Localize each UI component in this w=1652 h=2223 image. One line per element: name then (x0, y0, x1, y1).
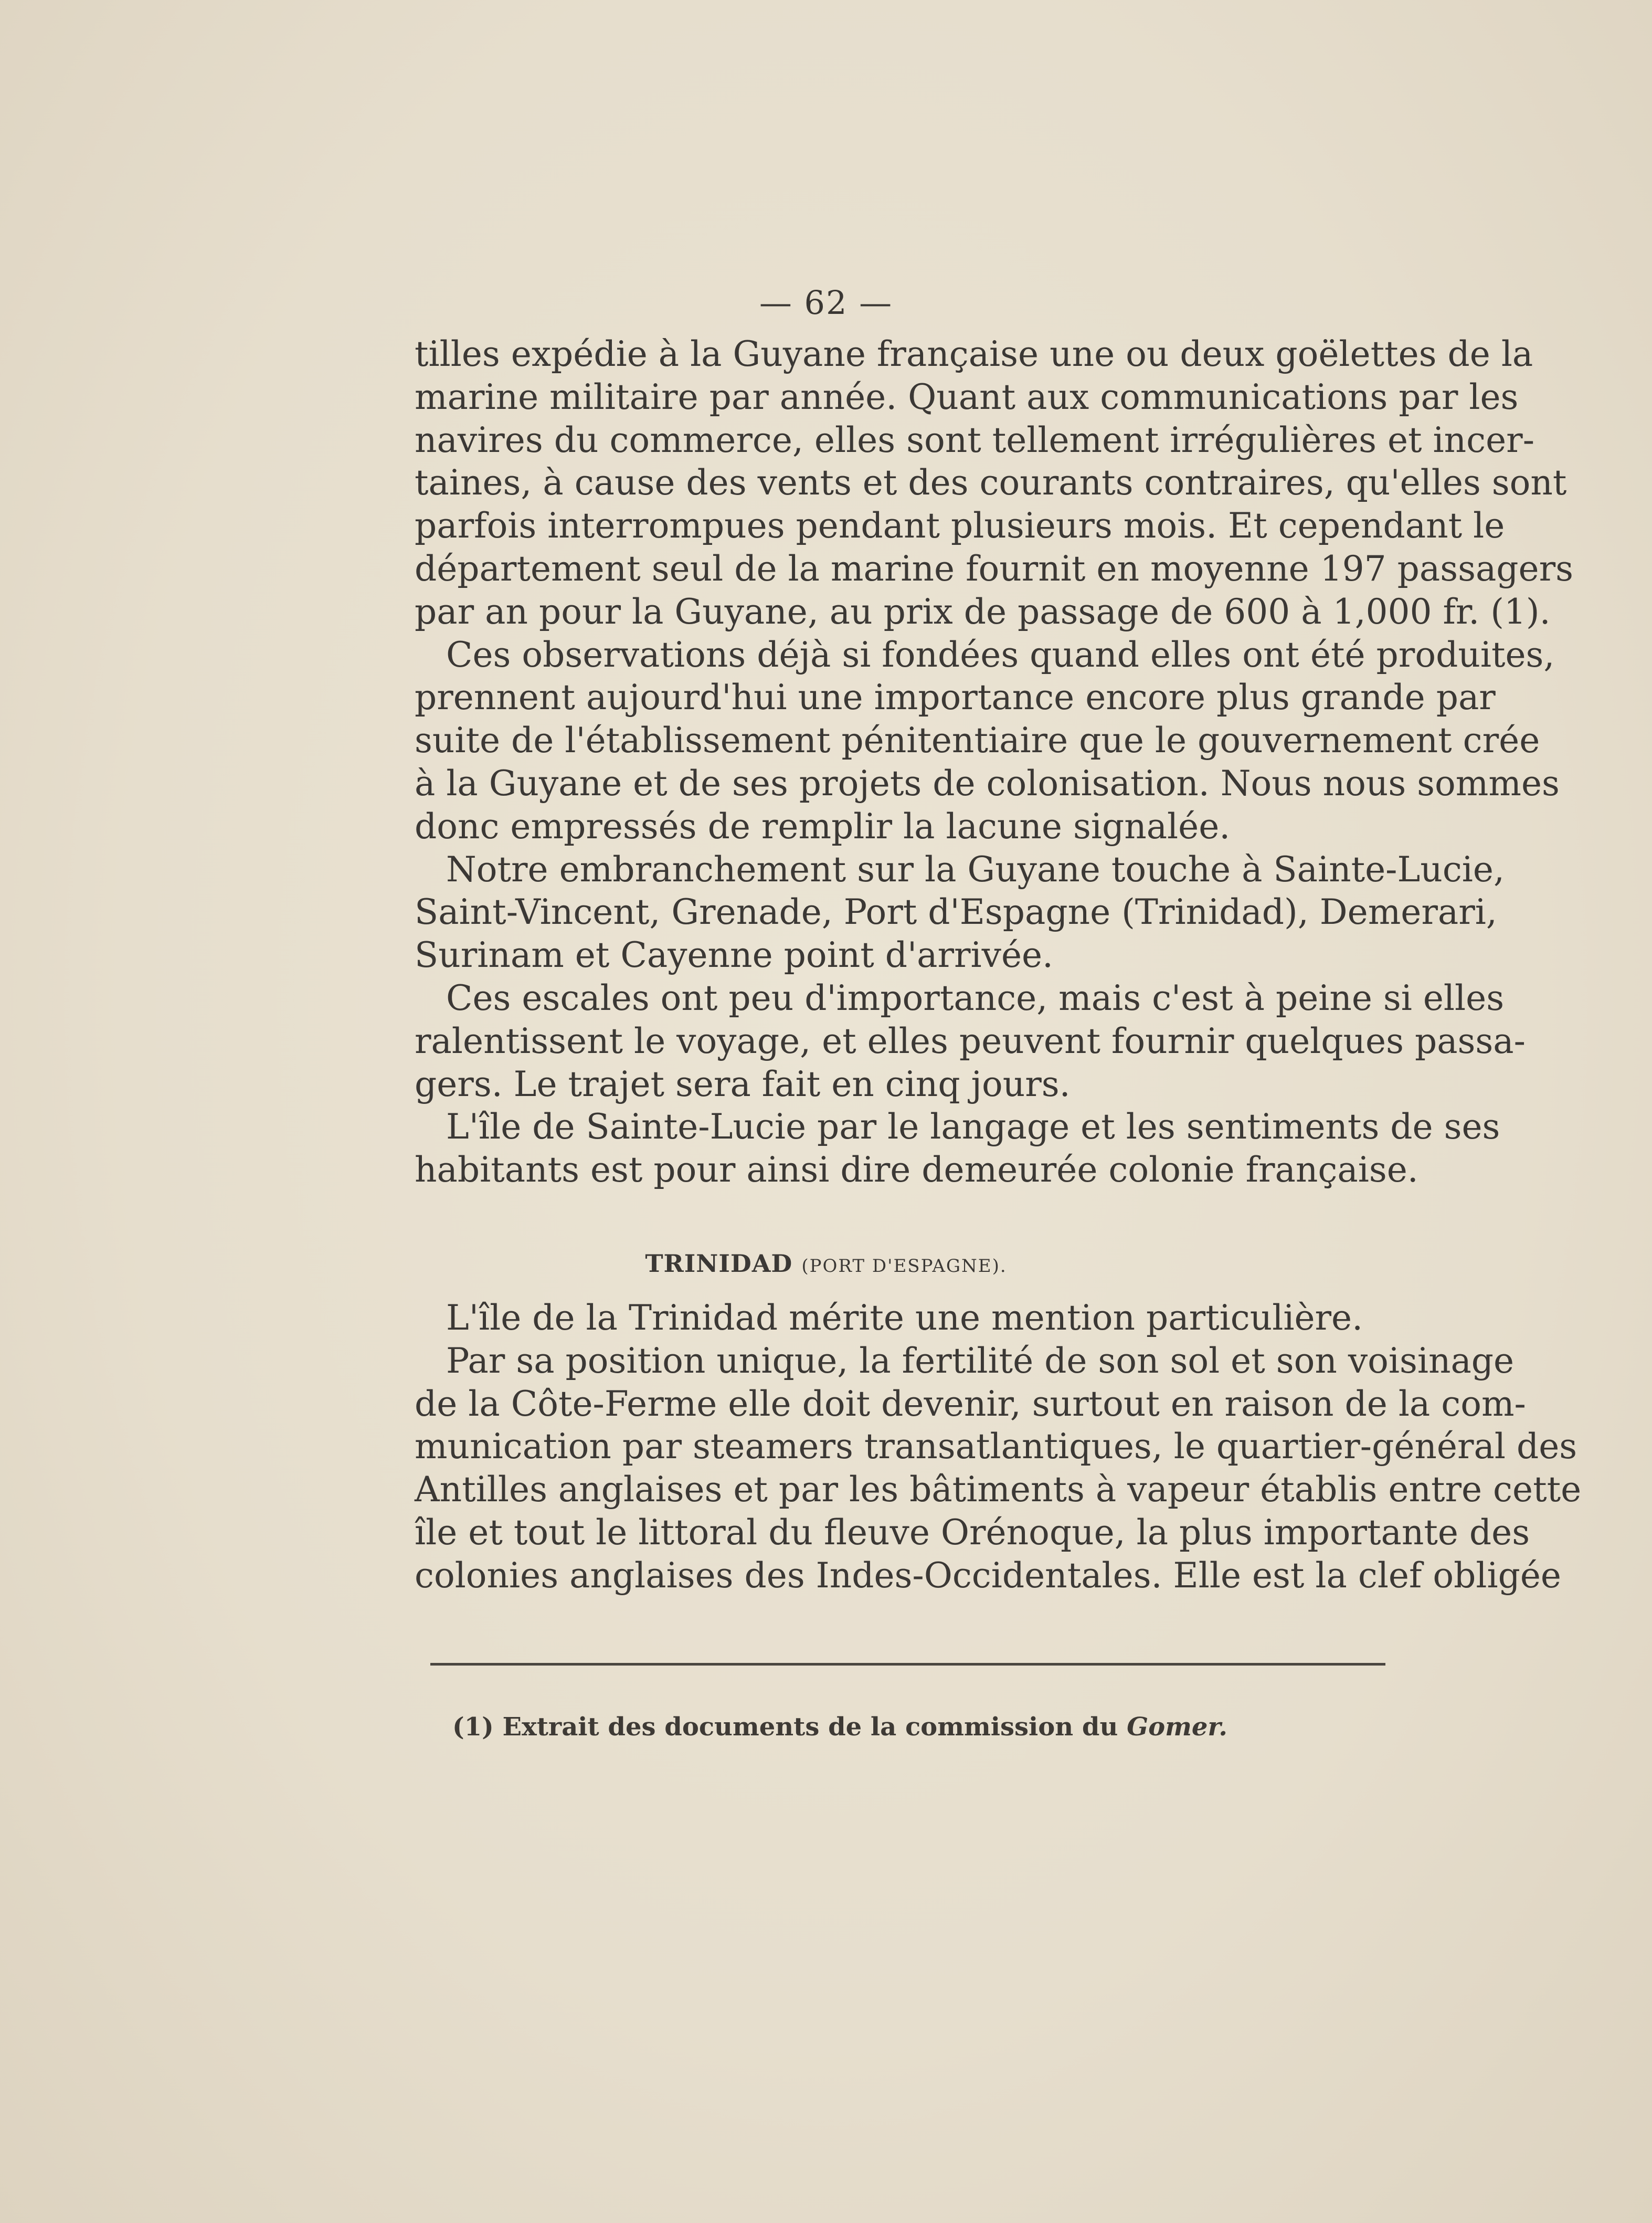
footnote-rule (430, 1663, 1385, 1666)
page-number: — 62 — (759, 283, 893, 322)
text-line: L'île de la Trinidad mérite une mention particulière. (446, 1298, 1363, 1338)
text-line: colonies anglaises des Indes-Occidentales. Elle est la clef obligée (415, 1555, 1561, 1596)
text-line: Par sa position unique, la fertilité de son sol et son voisinage (446, 1340, 1515, 1381)
text-line: parfois interrompues pendant plusieurs mois. Et cependant le (415, 505, 1505, 546)
text-line: suite de l'établissement pénitentiaire que le gouvernement crée (415, 720, 1540, 761)
section-heading-subtitle: (PORT D'ESPAGNE). (801, 1256, 1007, 1277)
text-line: île et tout le littoral du fleuve Orénoque, la plus importante des (415, 1512, 1530, 1553)
text-line: Antilles anglaises et par les bâtiments à vapeur établis entre cette (415, 1469, 1582, 1510)
text-line: tilles expédie à la Guyane française une ou deux goëlettes de la (415, 334, 1533, 374)
section-heading-title: TRINIDAD (645, 1249, 793, 1278)
text-line: département seul de la marine fournit en moyenne 197 passagers (415, 548, 1574, 589)
text-line: gers. Le trajet sera fait en cinq jours. (415, 1063, 1071, 1104)
text-line: prennent aujourd'hui une importance encore plus grande par (415, 677, 1496, 718)
text-line: Ces escales ont peu d'importance, mais c'est à peine si elles (446, 977, 1505, 1018)
text-line: à la Guyane et de ses projets de colonisation. Nous nous sommes (415, 763, 1560, 804)
text-line: de la Côte-Ferme elle doit devenir, surtout en raison de la com- (415, 1383, 1526, 1424)
text-line: navires du commerce, elles sont tellement irrégulières et incer- (415, 419, 1535, 460)
text-line: marine militaire par année. Quant aux communications par les (415, 376, 1519, 417)
footnote-ship-name: Gomer. (1127, 1712, 1228, 1742)
text-block-1 (415, 333, 1574, 1192)
text-line: L'île de Sainte-Lucie par le langage et les sentiments de ses (446, 1107, 1500, 1147)
text-line: par an pour la Guyane, au prix de passage de 600 à 1,000 fr. (1). (415, 591, 1551, 632)
text-line: habitants est pour ainsi dire demeurée colonie française. (415, 1150, 1418, 1190)
footnote (452, 1712, 1227, 1742)
footnote-text: (1) Extrait des documents de la commission du (452, 1712, 1127, 1742)
section-heading (0, 1249, 1652, 1278)
text-line: taines, à cause des vents et des courants contraires, qu'elles sont (415, 462, 1567, 503)
text-line: munication par steamers transatlantiques, le quartier-général des (415, 1426, 1577, 1467)
text-line: Notre embranchement sur la Guyane touche à Sainte-Lucie, (446, 849, 1505, 890)
text-block-2 (415, 1297, 1582, 1597)
text-line: ralentissent le voyage, et elles peuvent fournir quelques passa- (415, 1020, 1526, 1061)
text-line: Surinam et Cayenne point d'arrivée. (415, 935, 1054, 976)
text-line: Saint-Vincent, Grenade, Port d'Espagne (Trinidad), Demerari, (415, 892, 1497, 933)
text-line: donc empressés de remplir la lacune signalée. (415, 806, 1231, 847)
text-line: Ces observations déjà si fondées quand elles ont été produites, (446, 634, 1555, 675)
